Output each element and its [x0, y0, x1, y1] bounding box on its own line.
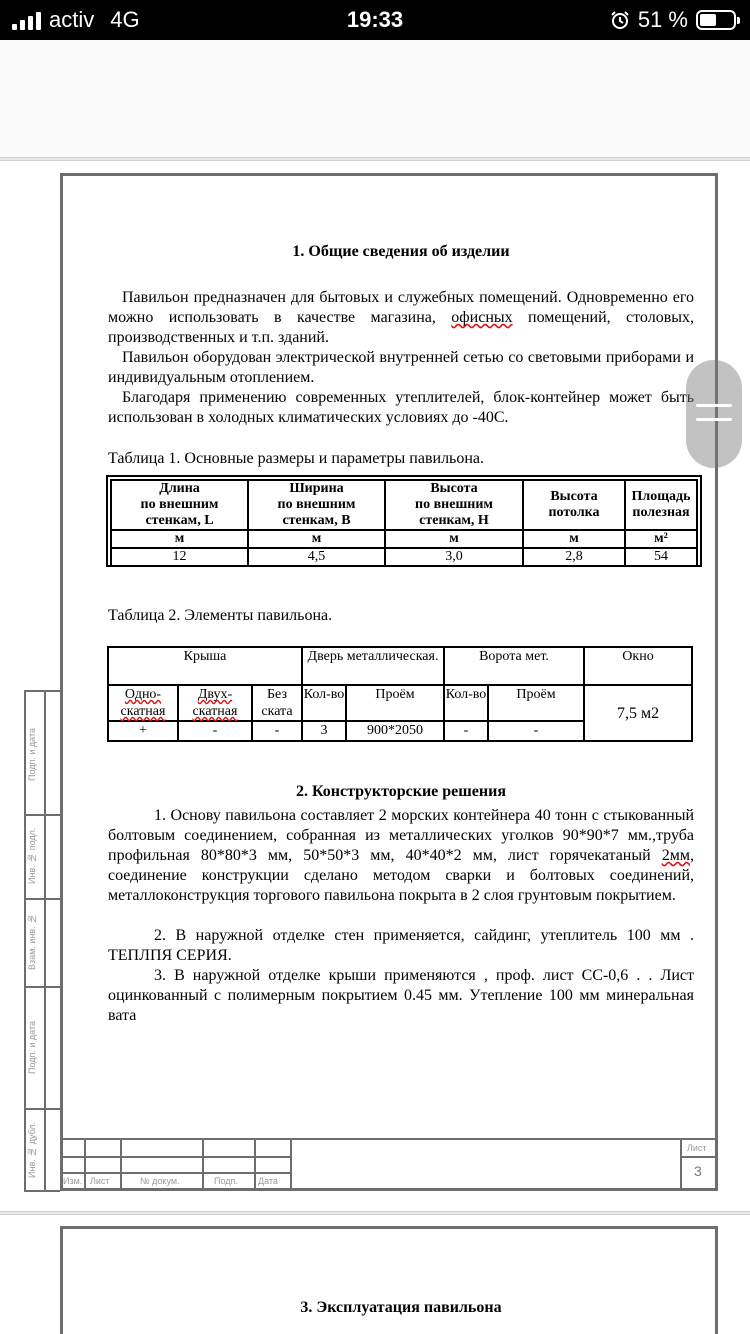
previous-page	[0, 40, 750, 158]
stamp-label: № докум.	[140, 1176, 180, 1186]
binding-strip	[24, 690, 60, 1192]
table-header: Дверь металлическая.	[302, 647, 444, 685]
table-header: Окно	[584, 647, 692, 685]
network-type: 4G	[110, 7, 140, 32]
section-title: 1. Общие сведения об изделии	[292, 243, 510, 260]
table-header: Высота по внешним стенкам, H	[385, 480, 523, 530]
stamp-label: Изм.	[63, 1176, 83, 1186]
spellcheck-word: 2мм	[661, 847, 690, 864]
paragraph: 2. В наружной отделке стен применяется, сайдинг, утеплитель 100 мм . ТЕПЛПЯ СЕРИЯ.	[108, 927, 694, 964]
strip-label: Взам. инв. №	[27, 913, 37, 971]
drawing-frame	[60, 1226, 718, 1334]
table-cell: 54	[625, 548, 697, 566]
table-header: Ширина по внешним стенкам, B	[248, 480, 385, 530]
table-header: Ворота мет.	[444, 647, 584, 685]
table-caption: Таблица 2. Элементы павильона.	[108, 607, 333, 624]
stamp-label: Подп.	[214, 1176, 238, 1186]
table-cell: -	[252, 721, 302, 741]
sheet-number: 3	[694, 1163, 702, 1179]
table-header: Длина по внешним стенкам, L	[111, 480, 248, 530]
spellcheck-word: офисных	[451, 309, 513, 326]
carrier-name: activ	[49, 7, 95, 32]
strip-label: Инв. № подл.	[27, 827, 37, 885]
table-unit: м²	[625, 530, 697, 548]
table-cell: -	[178, 721, 252, 741]
table-header: Площадь полезная	[625, 480, 697, 530]
paragraph: Павильон предназначен для бытовых и служебных помещений. Одновременно его можно использовать в качестве магазина, офисных помещений, столовых, производственных и т.п. зданий.	[108, 289, 695, 346]
table-cell: 4,5	[248, 548, 385, 566]
paragraph: Благодаря применению современных утеплителей, блок-контейнер может быть использован в холодных климатических условиях до -40С.	[108, 389, 694, 426]
strip-label: Инв. № дубл.	[27, 1121, 37, 1179]
section-title: 3. Эксплуатация павильона	[300, 1299, 502, 1316]
table-cell: 12	[111, 548, 248, 566]
battery-percent: 51 %	[637, 7, 688, 32]
sheet-label: Лист	[687, 1143, 707, 1153]
section-title: 2. Конструкторские решения	[296, 783, 506, 800]
title-block	[62, 1138, 716, 1190]
table-cell: -	[488, 721, 584, 741]
table-cell: 3	[302, 721, 346, 741]
table-cell: +	[108, 721, 178, 741]
table-unit: м	[248, 530, 385, 548]
table-unit: м	[385, 530, 523, 548]
stamp-label: Лист	[90, 1176, 110, 1186]
table-cell: 2,8	[523, 548, 625, 566]
paragraph: Павильон оборудован электрической внутренней сетью со световыми приборами и индивидуальным отоплением.	[108, 349, 694, 386]
strip-label: Подп. и дата	[27, 727, 37, 781]
table-header: Крыша	[108, 647, 302, 685]
table-1	[106, 475, 702, 567]
table-unit: м	[111, 530, 248, 548]
clock: 19:33	[346, 7, 404, 32]
table-cell: 900*2050	[346, 721, 444, 741]
table-cell: -	[444, 721, 488, 741]
table-subheader: Без ската	[252, 685, 302, 721]
table-cell: 3,0	[385, 548, 523, 566]
table-subheader: Проём	[346, 685, 444, 721]
strip-label: Подп. и дата	[27, 1020, 37, 1074]
alarm-icon	[610, 10, 630, 30]
table-header: Высота потолка	[523, 480, 625, 530]
table-subheader: Одно-скатная	[108, 685, 178, 721]
table-caption: Таблица 1. Основные размеры и параметры павильона.	[108, 450, 485, 467]
table-subheader: Кол-во	[302, 685, 346, 721]
battery-icon	[696, 10, 736, 30]
table-subheader: Проём	[488, 685, 584, 721]
status-bar	[0, 0, 750, 40]
paragraph: 1. Основу павильона составляет 2 морских контейнера 40 тонн с стыкованный болтовым соединением, собранная из металлических уголков 90*90*7 мм.,труба профильная 80*80*3 мм, 50*50*3 мм, 40*40*2 мм, лист горячекатаный 2мм, соединение конструкции сделано методом сварки и болтовых соединений, металлоконструкция торгового павильона покрыта в 2 слоя грунтовым покрытием.	[108, 807, 694, 904]
stamp-label: Дата	[258, 1176, 278, 1186]
scroll-handle[interactable]	[686, 360, 742, 468]
table-2	[107, 646, 693, 742]
table-subheader: Двух-скатная	[178, 685, 252, 721]
table-cell: 7,5 м2	[584, 685, 692, 741]
paragraph: 3. В наружной отделке крыши применяются , проф. лист СС-0,6 . . Лист оцинкованный с полимерным покрытием 0.45 мм. Утепление 100 мм минеральная вата	[108, 967, 694, 1024]
table-subheader: Кол-во	[444, 685, 488, 721]
table-unit: м	[523, 530, 625, 548]
